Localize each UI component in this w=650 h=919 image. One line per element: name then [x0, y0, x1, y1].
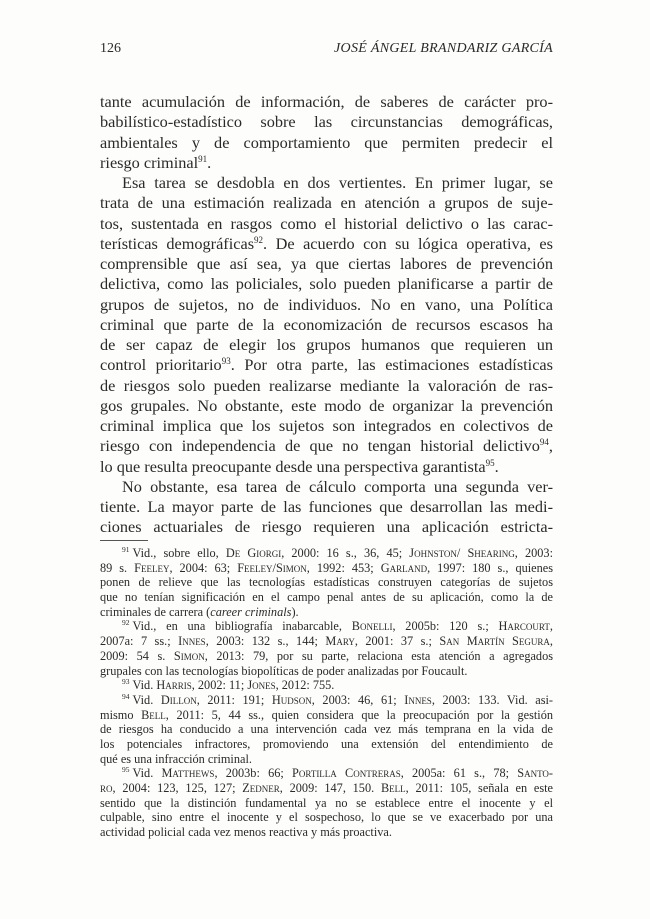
body-line: No obstante, esa tarea de cálculo comporta una segunda ver- — [122, 476, 553, 496]
footnote-line: actividad policial cada vez menos reactiva y más proactiva. — [100, 825, 392, 840]
page-number: 126 — [100, 41, 121, 56]
author-name: ro — [100, 781, 113, 795]
text-run: , 2002: 11; — [191, 678, 248, 693]
text-run: , 2013: 79, por su parte, relaciona esta atención a agregados — [204, 648, 554, 663]
author-name: Jones — [247, 678, 276, 693]
text-run: , 2003b: 66; — [214, 766, 293, 781]
text-run: lo que resulta preocupante desde una perspectiva garantista — [100, 456, 486, 476]
footnote-line — [100, 619, 553, 634]
text-run: Vid., en una bibliografía inabarcable, — [132, 619, 352, 634]
author-name: Feeley — [134, 560, 170, 575]
body-line — [100, 436, 553, 456]
italic-term: career criminals — [210, 604, 292, 619]
body-line: tiente. La mayor parte de las funciones que desarrollan las medi- — [100, 497, 553, 516]
text-run: , 2012: 755. — [275, 678, 335, 693]
author-name: Johnston/ Shearing — [409, 546, 515, 560]
author-name: Innes — [404, 692, 432, 707]
text-run: , 2011: 105, señala en este — [405, 781, 554, 795]
author-name: Innes — [178, 634, 206, 649]
footnote-line: ponen de relieve que las tecnologías estadísticas construyen categorías de sujetos — [100, 575, 553, 590]
footnote-line: de riesgos ha conducido a una intervención cada vez más temprana en la vida de — [100, 722, 553, 737]
text-run: Vid. — [132, 692, 161, 707]
footnote-marker: 93 — [221, 356, 231, 367]
footnote-line — [100, 678, 553, 693]
footnote-marker: 94 — [122, 691, 130, 701]
footnote-line — [100, 561, 553, 576]
text-run: , — [548, 436, 553, 456]
text-run: , 2011: 5, 44 ss., quien considera que la preocupación por la gestión — [165, 707, 553, 722]
text-run: , 2001: 37 s.; — [354, 634, 440, 649]
author-name: Matthews — [161, 766, 215, 781]
body-text — [100, 92, 553, 538]
body-line: ambientales y de comportamiento que permiten predecir el — [100, 132, 553, 152]
footnote-marker: 95 — [122, 765, 130, 775]
text-run: ). — [291, 604, 299, 619]
text-run: , 2003: — [514, 546, 553, 560]
body-line: ciones actuariales de riesgo requieren una aplicación estricta- — [100, 517, 553, 537]
body-line: criminal que parte de la economización de recursos escasos ha — [100, 314, 553, 334]
body-line: de riesgos solo pueden realizarse mediante la valoración de ras- — [100, 375, 553, 395]
body-line — [100, 234, 553, 254]
text-run: Vid., sobre ello, — [132, 546, 226, 560]
footnote-marker: 94 — [539, 437, 549, 448]
text-run: , 2009: 147, 150. — [279, 781, 381, 795]
text-run: criminales de carrera ( — [100, 604, 211, 619]
body-line: trata de una estimación realizada en atención a grupos de suje- — [100, 193, 553, 213]
text-run: , 2003: 132 s., 144; — [205, 634, 326, 649]
author-name: Simon — [173, 648, 205, 663]
body-line — [100, 457, 553, 477]
footnote-marker: 93 — [122, 677, 130, 687]
author-name: De Giorgi — [225, 546, 282, 560]
text-run: 2009: 54 s. — [100, 648, 174, 663]
footnote-line: qué es una infracción criminal. — [100, 751, 252, 766]
author-name: Bell — [380, 781, 406, 795]
text-run: 89 s. — [100, 560, 135, 575]
text-run: terísticas demográficas — [100, 233, 255, 253]
text-run: , 2005a: 61 s., 78; — [400, 766, 518, 781]
body-line: gos grupales. No obstante, este modo de organizar la prevención — [100, 395, 553, 415]
author-name: Garland — [380, 560, 428, 575]
footnote-marker: 95 — [485, 457, 495, 468]
text-run: riesgo con independencia de que no tengan historial delictivo — [100, 436, 540, 456]
footnote-line — [100, 781, 553, 796]
footnote-line — [100, 546, 553, 561]
footnote-line: que no tenían significación en el campo penal antes de su aplicación, como la de — [100, 590, 553, 605]
text-run: control prioritario — [100, 355, 222, 375]
text-run: , 2011: 191; — [196, 692, 272, 707]
footnote-line: grupales con las tecnologías biopolíticas de poder analizadas por Foucault. — [100, 663, 468, 678]
author-name: Portilla Contreras — [292, 766, 401, 781]
text-run: . Por otra parte, las estimaciones estadísticas — [230, 355, 553, 375]
footnote-line: culpable, sino entre el inocente y el sospechoso, lo que se ve exacerbado por una — [100, 810, 553, 825]
text-run: , — [549, 619, 553, 634]
text-run: , — [549, 634, 553, 649]
text-run: . — [494, 456, 499, 476]
author-name: Zedner — [242, 781, 280, 795]
footnote-marker: 91 — [198, 153, 208, 164]
text-run: 2007a: 7 ss.; — [100, 634, 179, 649]
author-name: Feeley/Simon — [237, 560, 307, 575]
footnote-marker: 91 — [122, 545, 130, 554]
text-run: , 1997: 180 s., quienes — [427, 560, 554, 575]
author-name: Harcourt — [498, 619, 550, 634]
footnote-marker: 92 — [254, 234, 264, 245]
author-name: Santo- — [517, 766, 554, 781]
body-line: comprensible que así sea, ya que ciertas labores de prevención — [100, 254, 553, 273]
author-name: San Martín Segura — [439, 634, 550, 649]
author-name: Dillon — [160, 692, 197, 707]
text-run: Vid. — [132, 766, 162, 781]
author-name: Harris — [156, 678, 192, 693]
footnote-line: sentido que la distinción fundamental ya no se establece entre el inocente y el — [100, 795, 553, 810]
body-line: criminal implica que los sujetos son integrados en colectivos de — [100, 416, 553, 435]
footnote-line: los potenciales infractores, promoviendo una extensión del entendimiento de — [100, 736, 553, 751]
author-name: Bonelli — [351, 619, 393, 634]
author-name: Bell — [141, 707, 166, 722]
footnote-line — [100, 634, 553, 649]
text-run: , 2005b: 120 s.; — [392, 619, 499, 634]
text-run: mismo — [100, 707, 142, 722]
body-line: tos, sustentada en rasgos como el historial delictivo o las carac- — [100, 213, 553, 233]
footnote-line — [100, 766, 553, 781]
body-line — [100, 153, 553, 173]
text-run: , 2003: 46, 61; — [311, 692, 405, 707]
body-line: Esa tarea se desdobla en dos vertientes. En primer lugar, se — [122, 173, 553, 192]
body-line: grupos de sujetos, no de individuos. No en vano, una Política — [100, 294, 553, 314]
running-head: JOSÉ ÁNGEL BRANDARIZ GARCÍA — [334, 41, 553, 56]
footnotes — [100, 546, 553, 840]
text-run: , 2004: 123, 125, 127; — [112, 781, 243, 795]
text-run: , 2000: 16 s., 36, 45; — [281, 546, 410, 560]
text-run: , 2004: 63; — [169, 560, 238, 575]
body-line: tante acumulación de información, de saberes de carácter pro- — [100, 92, 553, 111]
text-run: . De acuerdo con su lógica operativa, es — [263, 233, 553, 253]
body-line: delictiva, como las policiales, solo pueden planificarse a partir de — [100, 274, 553, 294]
body-line: de ser capaz de elegir los grupos humanos que requieren un — [100, 335, 553, 354]
body-line: babilístico-estadístico sobre las circunstancias demográficas, — [100, 112, 553, 132]
text-run: . — [207, 152, 212, 172]
footnote-line — [100, 605, 553, 620]
footnote-line — [100, 693, 553, 708]
text-run: riesgo criminal — [100, 152, 199, 172]
footnote-line — [100, 708, 553, 723]
author-name: Mary — [325, 634, 355, 649]
text-run: , 1992: 453; — [306, 560, 381, 575]
footnote-separator — [100, 540, 148, 541]
author-name: Hudson — [271, 692, 312, 707]
text-run: , 2003: 133. Vid. asi- — [431, 692, 553, 707]
footnote-marker: 92 — [122, 618, 130, 628]
body-line — [100, 355, 553, 375]
footnote-line — [100, 649, 553, 664]
text-run: Vid. — [132, 678, 157, 693]
